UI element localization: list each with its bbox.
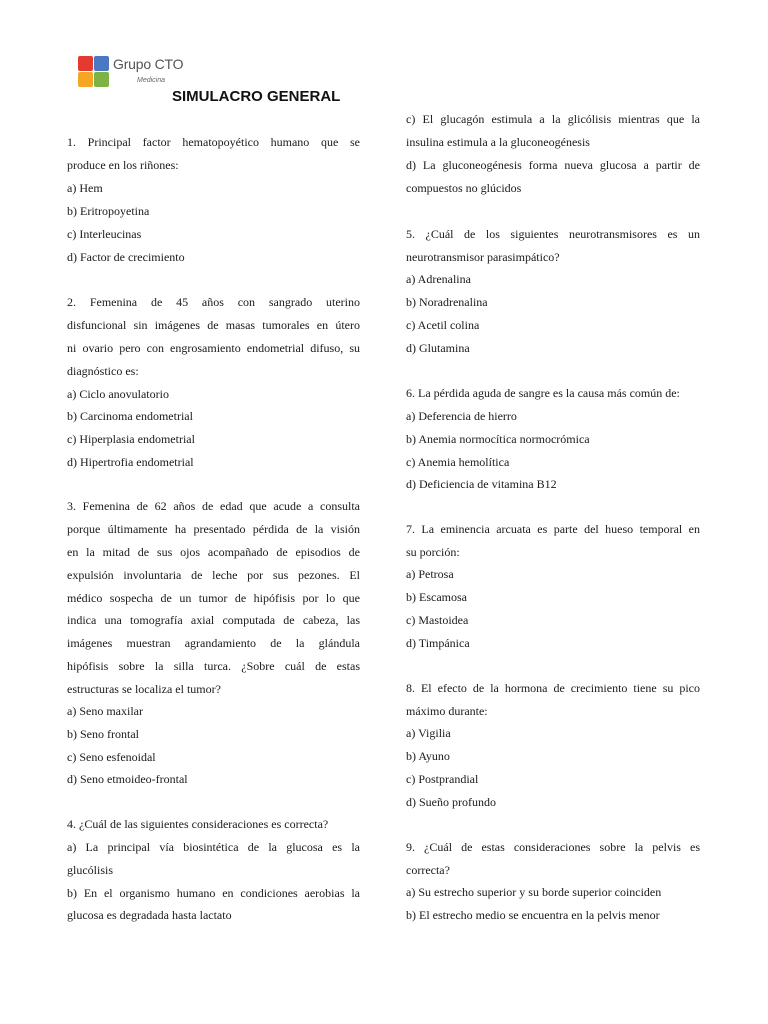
option-d: d) Timpánica	[406, 636, 470, 650]
option-d: d) La gluconeogénesis forma nueva glucosa a partir de	[406, 158, 700, 172]
option-a: a) Petrosa	[406, 567, 454, 581]
question-5-text: neurotransmisor parasimpático?	[406, 250, 560, 264]
grupo-cto-logo	[78, 56, 188, 92]
option-d: d) Sueño profundo	[406, 795, 496, 809]
question-3-text: estructuras se localiza el tumor?	[67, 682, 221, 696]
question-2-text: 2. Femenina de 45 años con sangrado uterino	[67, 295, 360, 309]
option-c: c) Seno esfenoidal	[67, 750, 156, 764]
question-2-text: disfuncional sin imágenes de masas tumorales en útero	[67, 318, 360, 332]
option-b: b) El estrecho medio se encuentra en la pelvis menor	[406, 908, 660, 922]
option-b: b) Seno frontal	[67, 727, 139, 741]
option-a: a) Su estrecho superior y su borde superior coinciden	[406, 885, 662, 899]
option-a: a) Hem	[67, 181, 103, 195]
question-4-text: 4. ¿Cuál de las siguientes consideraciones es correcta?	[67, 817, 329, 831]
question-3-text: médico sospecha de un tumor de hipófisis por lo que	[67, 591, 360, 605]
question-2-text: ni ovario pero con engrosamiento endometrial difuso, su	[67, 341, 360, 355]
question-1-text: produce en los riñones:	[67, 158, 179, 172]
question-7-text: su porción:	[406, 545, 460, 559]
question-3-text: hipófisis sobre la silla turca. ¿Sobre cuál de estas	[67, 659, 360, 673]
question-3-text: indica una tomografía axial computada de cabeza, las	[67, 613, 360, 627]
option-a: a) Vigilia	[406, 726, 451, 740]
option-d: d) Factor de crecimiento	[67, 250, 185, 264]
question-3-text: 3. Femenina de 62 años de edad que acude a consulta	[67, 499, 360, 513]
option-c: c) Acetil colina	[406, 318, 480, 332]
question-5-text: 5. ¿Cuál de los siguientes neurotransmisores es un	[406, 227, 700, 241]
question-7-text: 7. La eminencia arcuata es parte del hueso temporal en	[406, 522, 700, 536]
page-title: SIMULACRO GENERAL	[172, 88, 341, 105]
option-d: d) Hipertrofia endometrial	[67, 455, 194, 469]
option-c: c) Anemia hemolítica	[406, 455, 510, 469]
option-c: insulina estimula a la gluconeogénesis	[406, 135, 590, 149]
question-3-text: imágenes muestran agrandamiento de la glándula	[67, 636, 360, 650]
question-8-text: 8. El efecto de la hormona de crecimiento tiene su pico	[406, 681, 700, 695]
option-a: a) Deferencia de hierro	[406, 409, 517, 423]
option-d: compuestos no glúcidos	[406, 181, 522, 195]
option-b: glucosa es degradada hasta lactato	[67, 908, 232, 922]
question-8-text: máximo durante:	[406, 704, 488, 718]
option-a: a) Ciclo anovulatorio	[67, 387, 169, 401]
logo-squares-icon	[78, 56, 109, 87]
question-1-text: 1. Principal factor hematopoyético humano que se	[67, 135, 360, 149]
option-c: c) Hiperplasia endometrial	[67, 432, 195, 446]
question-9-text: 9. ¿Cuál de estas consideraciones sobre la pelvis es	[406, 840, 700, 854]
question-3-text: expulsión involuntaria de leche por sus pezones. El	[67, 568, 360, 582]
option-c: c) Mastoidea	[406, 613, 469, 627]
option-b: b) Noradrenalina	[406, 295, 488, 309]
option-b: b) Anemia normocítica normocrómica	[406, 432, 590, 446]
option-d: d) Deficiencia de vitamina B12	[406, 477, 557, 491]
logo-name: Grupo CTO	[113, 56, 184, 72]
option-b: b) Escamosa	[406, 590, 467, 604]
question-6-text: 6. La pérdida aguda de sangre es la causa más común de:	[406, 386, 680, 400]
logo-subtitle: Medicina	[137, 77, 166, 84]
question-2-text: diagnóstico es:	[67, 364, 139, 378]
option-b: b) Ayuno	[406, 749, 450, 763]
option-c: c) El glucagón estimula a la glicólisis mientras que la	[406, 112, 700, 126]
option-b: b) Eritropoyetina	[67, 204, 150, 218]
option-a: a) Seno maxilar	[67, 704, 143, 718]
option-c: c) Postprandial	[406, 772, 479, 786]
question-3-text: porque últimamente ha presentado pérdida de la visión	[67, 522, 360, 536]
option-a: glucólisis	[67, 863, 114, 877]
question-9-text: correcta?	[406, 863, 450, 877]
option-b: b) En el organismo humano en condiciones aerobias la	[67, 886, 360, 900]
question-3-text: en la mitad de sus ojos acompañado de episodios de	[67, 545, 360, 559]
option-b: b) Carcinoma endometrial	[67, 409, 193, 423]
option-d: d) Seno etmoideo-frontal	[67, 772, 188, 786]
option-a: a) La principal vía biosintética de la glucosa es la	[67, 840, 360, 854]
option-c: c) Interleucinas	[67, 227, 142, 241]
option-d: d) Glutamina	[406, 341, 470, 355]
option-a: a) Adrenalina	[406, 272, 471, 286]
